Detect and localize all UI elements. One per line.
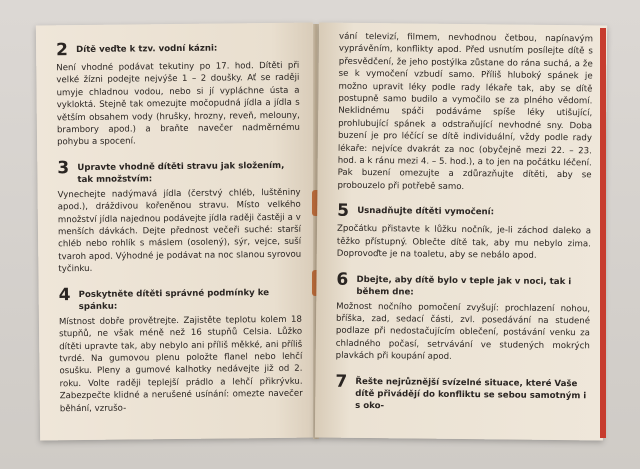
back-cover-edge <box>600 28 606 438</box>
section-heading: Usnadňujte dítěti vymočení: <box>357 206 495 218</box>
section-number: 5 <box>337 200 350 222</box>
section-2-header <box>56 39 299 60</box>
right-page-content <box>335 31 593 417</box>
section-3-header <box>57 157 300 187</box>
section-5-text: Zpočátku přistavte k lůžku nočník, je-li záchod daleko a těžko přístupný. Oblečte dítě tak, aby mu nebylo zima. Doprovoďte je na toaletu, aby se nebálo apod. <box>336 223 592 261</box>
section-heading: Dítě veďte k tzv. vodní kázni: <box>76 43 218 56</box>
section-heading: Poskytněte dítěti správné podmínky ke spánku: <box>78 287 270 312</box>
left-page <box>36 23 317 441</box>
section-number: 7 <box>335 371 348 392</box>
section-5-header <box>337 202 591 223</box>
section-2-text: Není vhodné podávat tekutiny po 17. hod. Dítěti při velké žízni podejte nejvýše 1 – 2 doušky. Ať se raději umyje chladnou vodou, nebo si jí vypláchne ústa a vykloktá. Stejně tak omezujte močopudná jídla a jídla s větším obsahem vody (hrušky, hrozny, reveň, melouny, brambory apod.) a braňte navečer nadměrnému pohybu a spocení. <box>56 60 300 148</box>
section-6-text: Možnost nočního pomočení zvyšují: prochlazení nohou, bříška, zad, sedací části, zvl. posedávání na studené podlaze při nedostačujícím oblečení, postávání venku za chladného počasí, setrvávání ve studených mokrých plavkách při koupání apod. <box>335 301 591 363</box>
continued-text: vání televizí, filmem, nevhodnou četbou, napínavým vyprávěním, konflikty apod. Před usnutím posílejte dítě s přesvědčení, že jeho postýlka zůstane do rána suchá, a že se k vymočení vzbudí samo. Příliš hluboký spánek je možno upravit léky podle rady lékaře tak, aby se dítě postupně samo budilo a vymočilo se za plného vědomí. Neklidnému spáči podáváme spíše léky utišující, prohlubující spánek a odstraňující nevhodné sny. Doba buzení je pro léčící se dítě individuální, vždy podle rady lékaře: nejvíce dvakrát za noc (obyčejně mezi 22. – 23. hod. a k ránu mezi 4. – 5. hod.), a to jen na počátku léčení. Pak buzení omezujte a zdůrazňujte dítěti, aby se probouzelo při potřebě samo. <box>337 31 594 192</box>
section-number: 4 <box>58 284 71 305</box>
section-4-text: Místnost dobře provětrejte. Zajistěte teplotu kolem 18 stupňů, ne však méně než 16 stupňů Celsia. Lůžko dítěti upravte tak, aby nebylo ani příliš měkké, ani příliš tvrdé. Na gumovou plenu položte flanel nebo lehčí osušku. Pleny a gumové kalhotky nedávejte již od 2. roku. Volte raději teplejší prádlo a lehčí přikrývku. Zabezpečte klidné a nerušené usínání: omezte navečer běhání, vzrušo- <box>58 314 303 414</box>
section-number: 3 <box>57 157 70 179</box>
section-heading: Upravte vhodně dítěti stravu jak složením, tak množstvím: <box>77 160 285 185</box>
section-heading: Řešte nejrůznější svízelné situace, které Vaše dítě přivádějí do konfliktu se sebou samotným i s oko- <box>355 376 587 411</box>
section-number: 6 <box>336 269 349 290</box>
section-3-text: Vynechejte nadýmavá jídla (čerstvý chléb, luštěniny apod.), dráždivou kořeněnou stravu. Místo velkého množství jídla najednou podávejte jídla raději častěji a v menších dávkách. Dejte přednost večeři suché: starší chléb nebo rohlík s máslem (osolený), sýr, vejce, suší tvaroh apod. Výhodné je podávat na noc slanou syrovou tyčinku. <box>57 187 302 275</box>
section-7-header <box>335 372 589 414</box>
section-heading: Dbejte, aby dítě bylo v teple jak v noci, tak i během dne: <box>356 274 572 298</box>
left-page-content <box>56 39 303 425</box>
right-page <box>315 23 607 441</box>
section-number: 2 <box>55 40 69 61</box>
section-4-header <box>59 283 302 313</box>
section-6-header <box>336 270 590 300</box>
